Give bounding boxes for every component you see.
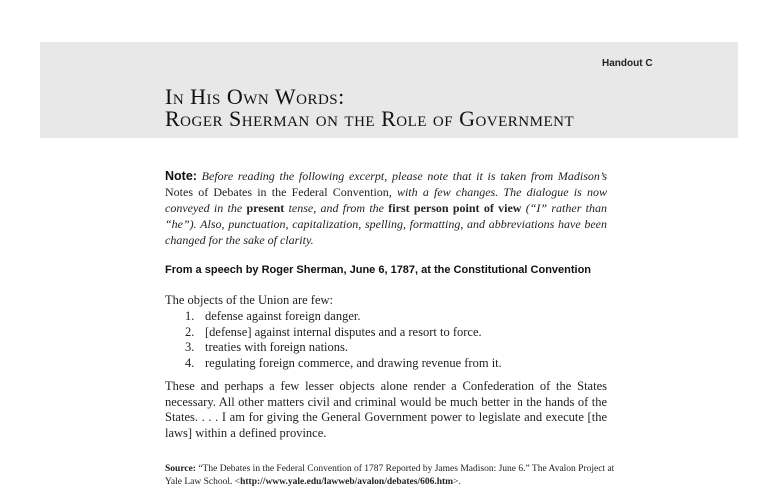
note-text-4: (“I” rather than “he”). Also, punctuation, capitalization, spelling, formatting, and abbreviations have been changed for the sake of clarity. — [165, 201, 607, 247]
note-pov-emphasis: first person point of view — [388, 201, 522, 215]
list-item-text: [defense] against internal disputes and a resort to force. — [205, 324, 482, 339]
speech-heading: From a speech by Roger Sherman, June 6, 1787, at the Constitutional Convention — [165, 264, 592, 276]
note-label: Note: — [165, 169, 197, 183]
list-item-number: 2. — [185, 324, 195, 339]
note-present-emphasis: present — [246, 201, 285, 215]
speech-conclusion: These and perhaps a few lesser objects alone render a Confederation of the States necessary. All other matters civil and criminal would be much better in the hands of the States. . . . I am for giving the General Government power to legislate and execute [the laws] within a defined province. — [165, 379, 607, 440]
list-item-number: 4. — [185, 355, 195, 370]
handout-label: Handout C — [602, 58, 653, 69]
list-item-number: 1. — [185, 309, 195, 323]
list-item-number: 3. — [185, 340, 195, 354]
list-item-text: treaties with foreign nations. — [205, 340, 349, 354]
source-text: “The Debates in the Federal Convention of 1787 Reported by James Madison: June 6.” The Avalon Project at Yale Law School. < — [165, 464, 615, 487]
title-line-1: In His Own Words: — [165, 84, 345, 109]
source-text-end: >. — [453, 477, 461, 487]
list-item — [185, 325, 502, 341]
source-label: Source: — [165, 464, 196, 474]
page-title — [165, 86, 574, 130]
title-line-2: Roger Sherman on the Role of Government — [165, 106, 575, 131]
note-text-1: Before reading the following excerpt, please note that it is taken from Madison’s — [196, 169, 607, 183]
note-text-2: , with a few changes. The dialogue is now conveyed in the — [165, 185, 607, 215]
source-link[interactable]: http://www.yale.edu/lawweb/avalon/debates/606.htm — [240, 477, 454, 487]
note-source-title: Notes of Debates in the Federal Convention — [165, 185, 389, 199]
list-item — [185, 356, 502, 372]
speech-intro: The objects of the Union are few: — [165, 293, 333, 307]
note-text-3: tense, and from the — [284, 201, 389, 215]
source-citation — [165, 463, 615, 489]
list-item — [185, 309, 502, 325]
list-item-text: defense against foreign danger. — [205, 309, 361, 323]
note-paragraph — [165, 168, 607, 248]
objects-list — [185, 309, 502, 371]
list-item — [185, 340, 502, 356]
list-item-text: regulating foreign commerce, and drawing revenue from it. — [205, 355, 502, 370]
